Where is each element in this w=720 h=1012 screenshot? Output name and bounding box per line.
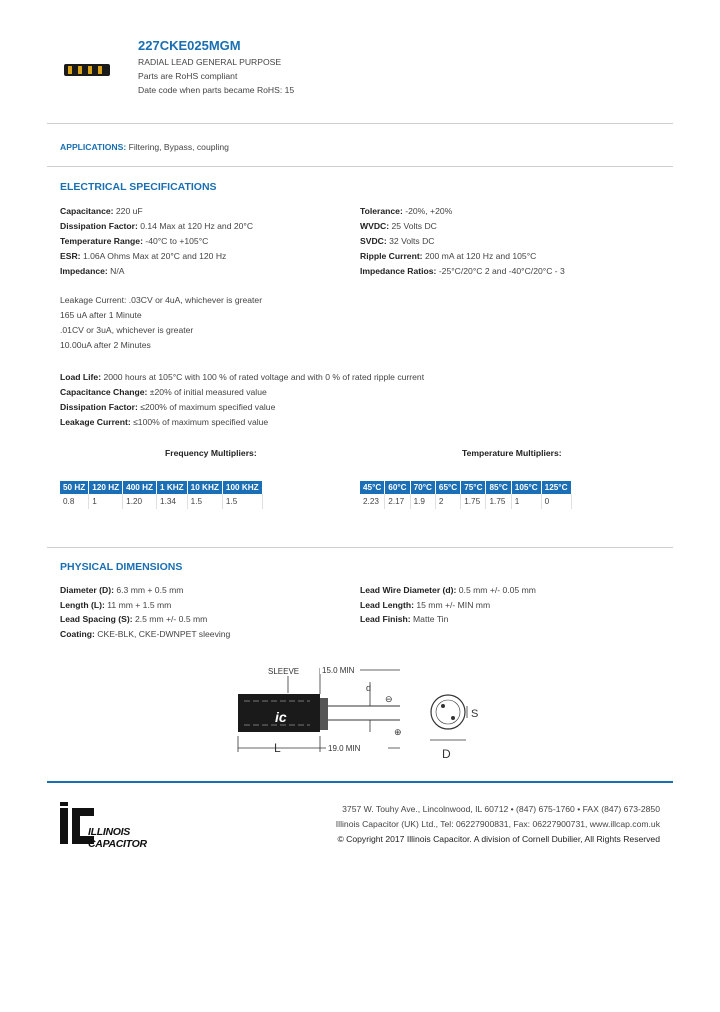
elec-spec-right — [360, 206, 452, 216]
elec-spec-right-value: 200 mA at 120 Hz and 105°C — [424, 251, 537, 261]
elec-spec-right-label: Ripple Current: — [360, 251, 423, 261]
temperature-table — [360, 481, 572, 509]
temperature-title: Temperature Multipliers: — [462, 448, 562, 458]
electrical-heading: ELECTRICAL SPECIFICATIONS — [60, 181, 217, 193]
logo-text: ILLINOIS CAPACITOR — [88, 826, 147, 850]
temp-header-cell: 85°C — [486, 481, 511, 494]
elec-spec-left-value: 220 uF — [115, 206, 143, 216]
phys-spec-left-label: Coating: — [60, 628, 95, 639]
elec-spec-right-label: WVDC: — [360, 221, 390, 231]
part-number: 227CKE025MGM — [138, 38, 241, 53]
elec-spec-left-value: -40°C to +105°C — [145, 236, 209, 246]
elec-spec-right-label: Tolerance: — [360, 206, 403, 216]
phys-spec-left-label: Lead Spacing (S): — [60, 614, 133, 624]
temp-header-cell: 125°C — [541, 481, 571, 494]
temp-value-cell: 2.17 — [385, 494, 410, 509]
freq-value-cell: 1 — [89, 494, 123, 509]
elec-spec-left-value: 0.14 Max at 120 Hz and 20°C — [140, 221, 254, 231]
leakage-line-value: 10.00uA after 2 Minutes — [60, 340, 151, 350]
elec-spec-right-value: -20%, +20% — [405, 206, 453, 216]
temp-header-cell: 70°C — [410, 481, 435, 494]
load-life-line — [60, 417, 268, 427]
load-life-line-value: ≤200% of maximum specified value — [140, 402, 276, 412]
load-life-line-label: Dissipation Factor: — [60, 402, 138, 412]
L-label: L — [274, 741, 281, 755]
load-life-line-label: Load Life: — [60, 372, 102, 382]
svg-text:ic: ic — [275, 709, 287, 725]
elec-spec-left-value: N/A — [110, 266, 125, 276]
phys-spec-left-value: 2.5 mm +/- 0.5 mm — [134, 614, 208, 624]
elec-spec-left-value: 1.06A Ohms Max at 20°C and 120 Hz — [82, 251, 227, 261]
footer-uk: Illinois Capacitor (UK) Ltd., Tel: 06227900831, Fax: 06227900731, www.illcap.com.uk — [335, 819, 660, 829]
phys-spec-right-value: Matte Tin — [413, 614, 449, 624]
leakage-line-value: 165 uA after 1 Minute — [60, 310, 142, 320]
phys-spec-right-label: Lead Wire Diameter (d): — [360, 585, 457, 595]
footer-address: 3757 W. Touhy Ave., Lincolnwood, IL 60712 • (847) 675-1760 • FAX (847) 673-2850 — [342, 804, 660, 814]
leakage-line-value: .01CV or 3uA, whichever is greater — [60, 325, 194, 335]
elec-spec-right — [360, 236, 435, 246]
header-line1: RADIAL LEAD GENERAL PURPOSE — [138, 57, 282, 67]
leakage-line — [60, 325, 193, 335]
freq-value-cell: 1.5 — [222, 494, 262, 509]
phys-spec-right — [360, 585, 536, 595]
elec-spec-right-label: Impedance Ratios: — [360, 266, 437, 276]
phys-spec-right-value: 15 mm +/- MIN mm — [416, 599, 491, 610]
header-line3: Date code when parts became RoHS: 15 — [138, 85, 295, 95]
phys-spec-left — [60, 629, 230, 639]
elec-spec-left-label: Capacitance: — [60, 206, 114, 216]
freq-value-cell: 1.20 — [123, 494, 157, 509]
phys-spec-left-value: 6.3 mm + 0.5 mm — [116, 585, 184, 595]
leakage-line — [60, 340, 151, 350]
temp-value-cell: 1.75 — [486, 494, 511, 509]
capacitor-diagram — [230, 660, 480, 765]
company-logo — [60, 802, 190, 848]
temp-value-cell: 2 — [435, 494, 460, 509]
elec-spec-left — [60, 221, 253, 231]
elec-spec-left — [60, 236, 208, 246]
temp-header-cell: 75°C — [461, 481, 486, 494]
elec-spec-left — [60, 251, 226, 261]
load-life-line-value: 2000 hours at 105°C with 100 % of rated voltage and with 0 % of rated ripple current — [103, 372, 425, 382]
load-life-line-label: Capacitance Change: — [60, 387, 148, 397]
physical-heading: PHYSICAL DIMENSIONS — [60, 561, 183, 573]
divider — [47, 123, 673, 124]
S-label: S — [471, 708, 479, 720]
applications-label: APPLICATIONS: — [60, 142, 127, 152]
d-label: d — [366, 683, 372, 693]
elec-spec-right — [360, 251, 536, 261]
phys-spec-left-value: 11 mm + 1.5 mm — [107, 599, 172, 610]
freq-value-cell: 1.34 — [157, 494, 188, 509]
phys-spec-right-label: Lead Finish: — [360, 614, 411, 624]
temp-header-cell: 105°C — [511, 481, 541, 494]
temp-header-cell: 65°C — [435, 481, 460, 494]
elec-spec-right — [360, 221, 437, 231]
freq-value-cell: 1.5 — [187, 494, 222, 509]
phys-spec-left-value: CKE-BLK, CKE-DWNPET sleeving — [97, 628, 231, 639]
load-life-line-value: ±20% of initial measured value — [149, 387, 267, 397]
elec-spec-left — [60, 206, 143, 216]
leakage-line-value: Leakage Current: .03CV or 4uA, whichever is greater — [60, 295, 263, 305]
footer-divider — [47, 781, 673, 783]
temp-value-cell: 0 — [541, 494, 571, 509]
freq-header-cell: 120 HZ — [89, 481, 123, 494]
phys-spec-left — [60, 585, 183, 595]
header-line2: Parts are RoHS compliant — [138, 71, 238, 81]
elec-spec-left-label: Impedance: — [60, 266, 108, 276]
elec-spec-left — [60, 266, 124, 276]
freq-header-cell: 10 KHZ — [187, 481, 222, 494]
temp-value-cell: 1.75 — [461, 494, 486, 509]
D-label: D — [442, 747, 451, 761]
load-life-line — [60, 372, 424, 382]
freq-header-cell: 50 HZ — [60, 481, 89, 494]
phys-spec-left-label: Length (L): — [60, 599, 105, 610]
svg-text:⊖: ⊖ — [385, 694, 393, 704]
leakage-line — [60, 310, 142, 320]
footer-copyright: © Copyright 2017 Illinois Capacitor. A division of Cornell Dubilier, All Rights Reserved — [337, 834, 660, 844]
load-life-line — [60, 387, 267, 397]
divider — [47, 547, 673, 548]
temp-value-cell: 1.9 — [410, 494, 435, 509]
applications-text: Filtering, Bypass, coupling — [128, 142, 229, 152]
frequency-table — [60, 481, 263, 509]
phys-spec-left-label: Diameter (D): — [60, 585, 114, 595]
temp-value-cell: 1 — [511, 494, 541, 509]
temp-value-cell: 2.23 — [360, 494, 385, 509]
sleeve-label: SLEEVE — [268, 667, 300, 676]
elec-spec-right-value: 25 Volts DC — [391, 221, 437, 231]
frequency-title: Frequency Multipliers: — [165, 448, 257, 458]
elec-spec-left-label: Temperature Range: — [60, 236, 143, 246]
phys-spec-right — [360, 600, 490, 610]
load-life-line — [60, 402, 275, 412]
freq-header-cell: 100 KHZ — [222, 481, 262, 494]
freq-value-cell: 0.8 — [60, 494, 89, 509]
elec-spec-right-value: 32 Volts DC — [389, 236, 435, 246]
phys-spec-right-value: 0.5 mm +/- 0.05 mm — [458, 585, 536, 595]
elec-spec-right-label: SVDC: — [360, 236, 387, 246]
phys-spec-left — [60, 614, 207, 624]
applications — [60, 142, 229, 152]
elec-spec-left-label: ESR: — [60, 251, 81, 261]
elec-spec-right — [360, 266, 565, 276]
load-life-line-label: Leakage Current: — [60, 417, 131, 427]
product-thumbnail — [64, 62, 110, 78]
temp-header-cell: 60°C — [385, 481, 410, 494]
elec-spec-right-value: -25°C/20°C 2 and -40°C/20°C - 3 — [438, 266, 565, 276]
phys-spec-right-label: Lead Length: — [360, 599, 414, 610]
phys-spec-left — [60, 600, 171, 610]
freq-header-cell: 400 HZ — [123, 481, 157, 494]
load-life-line-value: ≤100% of maximum specified value — [133, 417, 269, 427]
freq-header-cell: 1 KHZ — [157, 481, 188, 494]
svg-text:⊕: ⊕ — [394, 727, 402, 737]
elec-spec-left-label: Dissipation Factor: — [60, 221, 138, 231]
min15-label: 15.0 MIN — [322, 666, 355, 675]
leakage-line — [60, 295, 262, 305]
phys-spec-right — [360, 614, 448, 624]
min19-label: 19.0 MIN — [328, 744, 361, 753]
divider — [47, 166, 673, 167]
temp-header-cell: 45°C — [360, 481, 385, 494]
